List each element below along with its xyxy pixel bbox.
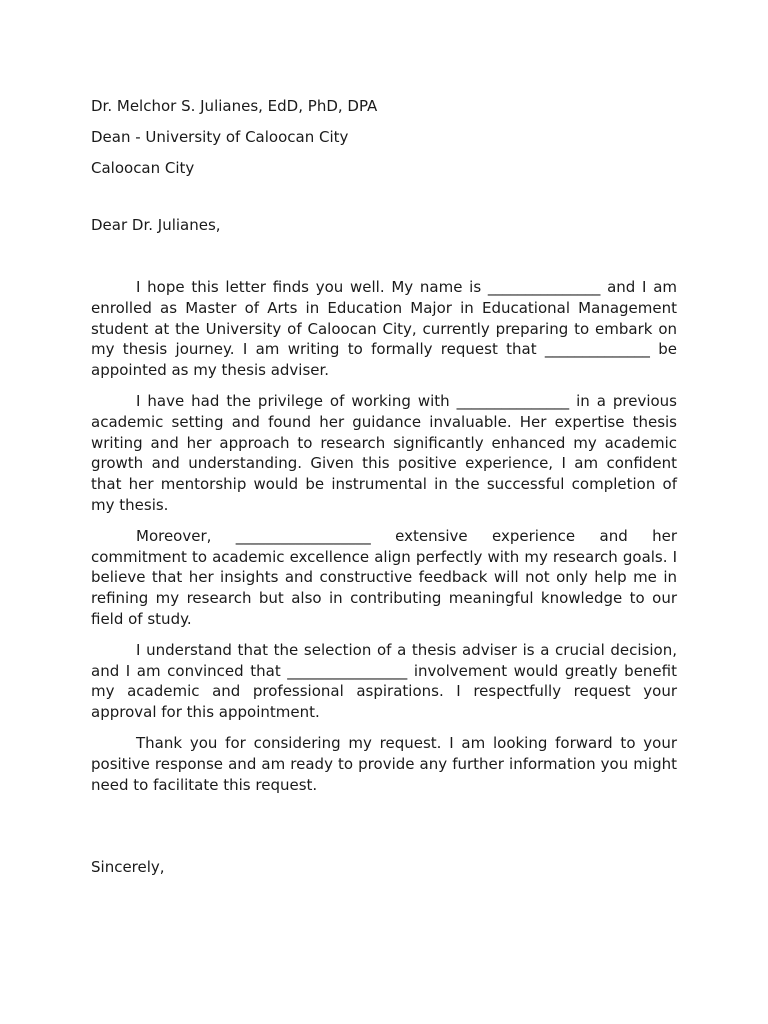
- body-paragraph-1: I hope this letter finds you well. My name is _______________ and I am enrolled as Master of Arts in Education Major in Educational Management student at the University of Caloocan City, currently preparing to embark on my thesis journey. I am writing to formally request that ______________ be appointed as my thesis adviser.: [91, 278, 677, 380]
- letter-body: [91, 277, 677, 795]
- recipient-title: Dean - University of Caloocan City: [91, 128, 349, 146]
- body-paragraph-4: I understand that the selection of a thesis adviser is a crucial decision, and I am convinced that ________________ involvement would greatly benefit my academic and professional aspirations. I respectfully request your approval for this appointment.: [91, 640, 677, 722]
- body-paragraph-2: I have had the privilege of working with _______________ in a previous academic setting and found her guidance invaluable. Her expertise thesis writing and her approach to research significantly enhanced my academic growth and understanding. Given this positive experience, I am confident that her mentorship would be instrumental in the successful completion of my thesis.: [91, 391, 677, 514]
- body-paragraph-3: Moreover, __________________ extensive experience and her commitment to academic excellence align perfectly with my research goals. I believe that her insights and constructive feedback will not only help me in refining my research but also in contributing meaningful knowledge to our field of study.: [91, 526, 677, 628]
- recipient-location: Caloocan City: [91, 159, 195, 177]
- body-paragraph-5: Thank you for considering my request. I am looking forward to your positive response and am ready to provide any further information you might need to facilitate this request.: [91, 733, 677, 794]
- recipient-address-block: [91, 91, 677, 184]
- recipient-name: Dr. Melchor S. Julianes, EdD, PhD, DPA: [91, 97, 378, 115]
- closing: Sincerely,: [91, 858, 165, 877]
- salutation: Dear Dr. Julianes,: [91, 216, 221, 234]
- letter-page: [91, 91, 677, 878]
